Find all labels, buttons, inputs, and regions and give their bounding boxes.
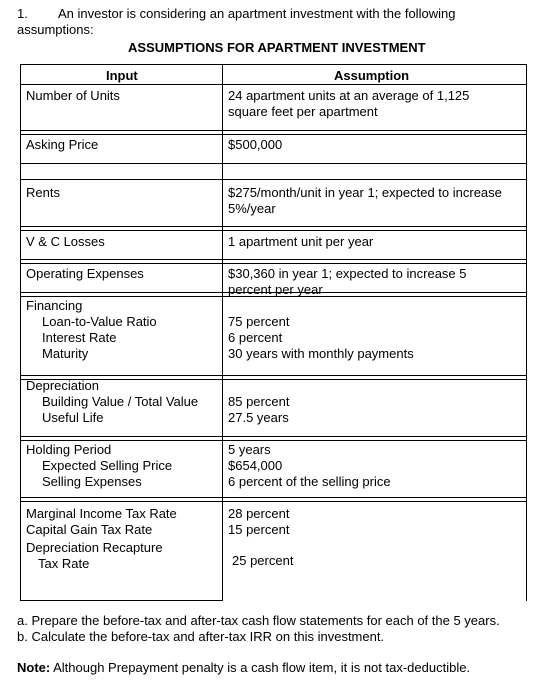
assumption-units-line2: square feet per apartment <box>228 104 378 119</box>
input-rents: Rents <box>26 185 60 200</box>
header-input: Input <box>106 68 138 83</box>
question-number: 1. <box>17 6 28 21</box>
assumption-rents-line1: $275/month/unit in year 1; expected to increase <box>228 185 502 200</box>
task-a: a. Prepare the before-tax and after-tax cash flow statements for each of the 5 years. <box>17 613 500 628</box>
task-b: b. Calculate the before-tax and after-tax IRR on this investment. <box>17 629 385 644</box>
assumption-ltv: 75 percent <box>228 314 290 329</box>
assumption-marginal-tax: 28 percent <box>228 506 290 521</box>
assumption-capital-gain-tax: 15 percent <box>228 522 290 537</box>
input-expected-selling-price: Expected Selling Price <box>42 458 173 473</box>
input-depreciation: Depreciation <box>26 378 99 393</box>
input-loan-to-value: Loan-to-Value Ratio <box>42 314 157 329</box>
assumption-opex-line2: percent per year <box>228 282 323 297</box>
input-holding-period: Holding Period <box>26 442 112 457</box>
input-useful-life: Useful Life <box>42 410 104 425</box>
input-depreciation-recapture: Depreciation Recapture <box>26 540 163 555</box>
assumption-recapture-tax: 25 percent <box>232 553 294 568</box>
assumption-maturity: 30 years with monthly payments <box>228 346 414 361</box>
assumption-asking-price: $500,000 <box>228 137 283 152</box>
assumption-vc-losses: 1 apartment unit per year <box>228 234 374 249</box>
assumption-useful-life: 27.5 years <box>228 410 289 425</box>
input-capital-gain-tax-rate: Capital Gain Tax Rate <box>26 522 153 537</box>
question-text-line2: assumptions: <box>17 22 94 37</box>
input-marginal-tax-rate: Marginal Income Tax Rate <box>26 506 177 521</box>
input-operating-expenses: Operating Expenses <box>26 266 144 281</box>
note <box>17 660 470 675</box>
input-asking-price: Asking Price <box>26 137 99 152</box>
assumption-selling-expenses: 6 percent of the selling price <box>228 474 391 489</box>
input-financing: Financing <box>26 298 83 313</box>
input-selling-expenses: Selling Expenses <box>42 474 142 489</box>
input-building-value: Building Value / Total Value <box>42 394 199 409</box>
assumption-building-value: 85 percent <box>228 394 290 409</box>
note-label: Note: <box>17 660 51 675</box>
assumption-selling-price: $654,000 <box>228 458 283 473</box>
input-recapture-tax-rate: Tax Rate <box>38 556 90 571</box>
input-number-of-units: Number of Units <box>26 88 120 103</box>
note-text: Although Prepayment penalty is a cash flow item, it is not tax-deductible. <box>50 660 471 675</box>
input-maturity: Maturity <box>42 346 89 361</box>
assumption-holding-period: 5 years <box>228 442 271 457</box>
assumption-rents-line2: 5%/year <box>228 201 276 216</box>
table-title: ASSUMPTIONS FOR APARTMENT INVESTMENT <box>128 40 426 55</box>
input-vc-losses: V & C Losses <box>26 234 105 249</box>
assumption-units-line1: 24 apartment units at an average of 1,125 <box>228 88 470 103</box>
question-text-line1: An investor is considering an apartment investment with the following <box>58 6 456 21</box>
header-assumption: Assumption <box>334 68 410 83</box>
assumption-opex-line1: $30,360 in year 1; expected to increase 5 <box>228 266 467 281</box>
assumption-interest: 6 percent <box>228 330 283 345</box>
input-interest-rate: Interest Rate <box>42 330 117 345</box>
